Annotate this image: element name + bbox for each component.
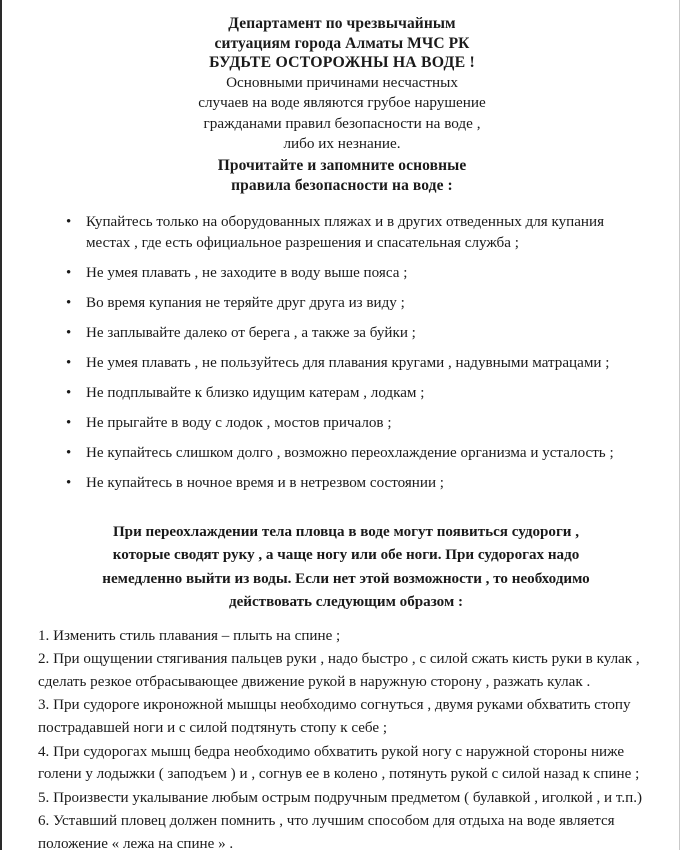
emphasis-line-3: немедленно выйти из воды. Если нет этой возможности , то необходимо (102, 570, 590, 587)
emphasis-paragraph (38, 521, 646, 615)
list-item (38, 787, 646, 810)
list-item (38, 694, 646, 739)
call-to-action-line-2: правила безопасности на воде : (231, 177, 453, 194)
bullet-icon: • (66, 475, 72, 492)
list-item (38, 383, 646, 405)
list-item (38, 648, 646, 693)
list-item (38, 212, 646, 255)
emphasis-line-4: действовать следующим образом : (228, 594, 464, 611)
step-text: 1. Изменить стиль плавания – плыть на спине ; (38, 627, 341, 644)
bullet-icon: • (66, 445, 72, 462)
list-item (38, 625, 646, 648)
rule-text: Не умея плавать , не пользуйтесь для плавания кругами , надувными матрацами ; (86, 355, 610, 372)
organization-name-line-1: Департамент по чрезвычайным (228, 15, 456, 32)
list-item (38, 323, 646, 345)
rule-text: Не купайтесь слишком долго , возможно переохлаждение организма и усталость ; (86, 445, 614, 462)
emphasis-line-1: При переохлаждении тела пловца в воде могут появиться судороги , (112, 523, 580, 540)
list-item (38, 293, 646, 315)
list-item (38, 353, 646, 375)
bullet-icon: • (66, 415, 72, 432)
intro-line-2: случаев на воде являются грубое нарушение (198, 94, 486, 112)
step-text: 2. При ощущении стягивания пальцев руки , надо быстро , с силой сжать кисть руки в кулак , сделать резкое отбрасывающее движение рукой в наружную сторону , разжать кулак . (38, 651, 640, 690)
list-item (38, 741, 646, 786)
rule-text: Купайтесь только на оборудованных пляжах и в других отведенных для купания местах , где есть официальное разрешения и спасательная служба ; (86, 213, 605, 252)
cramp-action-steps-list (38, 625, 646, 850)
intro-line-3: гражданами правил безопасности на воде , (203, 114, 481, 132)
bullet-icon: • (66, 355, 72, 372)
rule-text: Не умея плавать , не заходите в воду выше пояса ; (86, 265, 408, 282)
intro-line-4: либо их незнание. (283, 135, 401, 152)
list-item (38, 263, 646, 285)
bullet-icon: • (66, 213, 72, 230)
bullet-icon: • (66, 265, 72, 282)
step-text: 6. Уставший пловец должен помнить , что лучшим способом для отдыха на воде является положение « лежа на спине » . (38, 813, 615, 850)
step-text: 3. При судороге икроножной мышцы необходимо согнуться , двумя руками обхватить стопу пострадавшей ноги и с силой подтянуть стопу к себе ; (38, 697, 631, 736)
rule-text: Не заплывайте далеко от берега , а также за буйки ; (86, 325, 416, 342)
rule-text: Не прыгайте в воду с лодок , мостов причалов ; (86, 415, 392, 432)
step-text: 5. Произвести укалывание любым острым подручным предметом ( булавкой , иголкой , и т.п.) (38, 789, 643, 806)
list-item (38, 413, 646, 435)
bullet-icon: • (66, 385, 72, 402)
emphasis-line-2: которые сводят руку , а чаще ногу или обе ноги. При судорогах надо (112, 547, 580, 564)
document-header (38, 14, 646, 196)
rule-text: Во время купания не теряйте друг друга из виду ; (86, 295, 405, 312)
bullet-icon: • (66, 325, 72, 342)
list-item (38, 473, 646, 495)
organization-name-line-2: ситуациям города Алматы МЧС РК (214, 34, 470, 52)
document-title: БУДЬТЕ ОСТОРОЖНЫ НА ВОДЕ ! (209, 54, 475, 72)
document-content (2, 0, 680, 850)
list-item (38, 443, 646, 465)
bullet-icon: • (66, 295, 72, 312)
intro-line-1: Основными причинами несчастных (226, 73, 458, 91)
rule-text: Не подплывайте к близко идущим катерам , лодкам ; (86, 385, 425, 402)
safety-rules-list (38, 212, 646, 495)
call-to-action-line-1: Прочитайте и запомните основные (217, 157, 467, 175)
rule-text: Не купайтесь в ночное время и в нетрезвом состоянии ; (86, 475, 444, 492)
list-item (38, 810, 646, 850)
step-text: 4. При судорогах мышц бедра необходимо обхватить рукой ногу с наружной стороны ниже голени у лодыжки ( заподъем ) и , согнув ее в колено , потянуть рукой с силой назад к спине ; (38, 743, 640, 783)
